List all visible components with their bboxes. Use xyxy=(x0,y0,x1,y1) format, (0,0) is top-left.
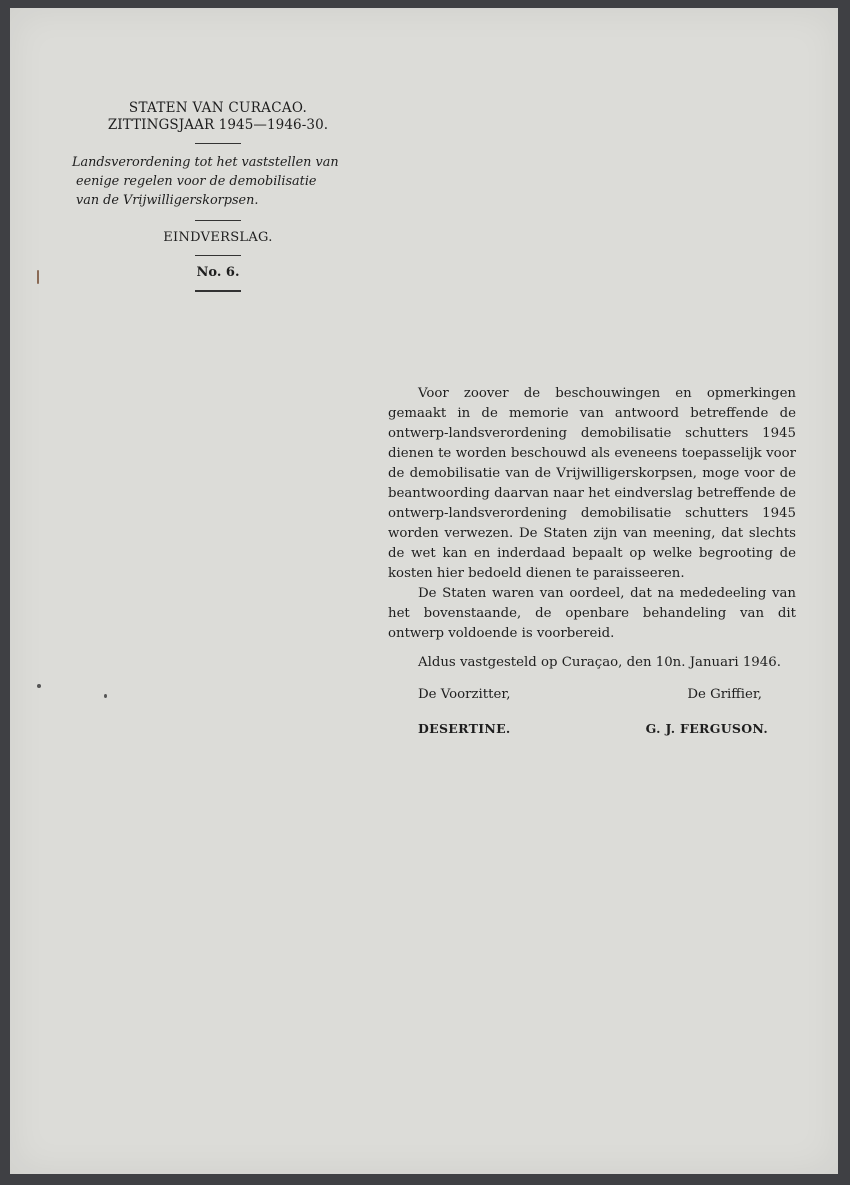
subject-line: van de Vrijwilligerskorpsen. xyxy=(76,193,259,208)
divider xyxy=(195,143,241,144)
clerk-name: G. J. FERGUSON. xyxy=(645,721,768,736)
adoption-statement: Aldus vastgesteld op Curaçao, den 10n. Januari 1946. xyxy=(418,655,781,670)
paper-speck xyxy=(37,684,41,688)
document-subject xyxy=(68,153,368,210)
chairman-title: De Voorzitter, xyxy=(418,687,511,702)
document-header xyxy=(68,100,368,292)
subject-line: eenige regelen voor de demobilisatie xyxy=(76,174,317,189)
session-year: ZITTINGSJAAR 1945—1946-30. xyxy=(107,117,329,133)
chairman-name: DESERTINE. xyxy=(418,721,511,736)
body-paragraph: Voor zoover de beschouwingen en opmerkingen gemaakt in de memorie van antwoord betreffende de ontwerp-landsverordening demobilisatie schutters 1945 dienen te worden beschouwd als eveneens toepasselijk voor de demobilisatie van de Vrijwilligerskorpsen, moge voor de beantwoording daarvan naar het eindverslag betreffende de ontwerp-landsverordening demobilisatie schutters 1945 worden verwezen. De Staten zijn van meening, dat slechts de wet kan en inderdaad bepaalt op welke begrooting de kosten hier bedoeld dienen te paraisseeren. xyxy=(388,386,796,581)
divider xyxy=(195,290,241,292)
organization-title: STATEN VAN CURACAO. xyxy=(128,100,308,116)
paper-speck xyxy=(37,270,39,284)
document-body xyxy=(388,384,796,739)
divider xyxy=(195,220,241,221)
paper-speck xyxy=(104,694,107,698)
document-number: No. 6. xyxy=(196,265,240,280)
signature-titles xyxy=(388,685,796,705)
subject-line: Landsverordening tot het vaststellen van xyxy=(72,155,339,170)
divider xyxy=(195,255,241,256)
clerk-title: De Griffier, xyxy=(687,687,762,702)
report-type: EINDVERSLAG. xyxy=(163,230,273,245)
document-page xyxy=(10,8,838,1174)
signature-names xyxy=(388,719,796,739)
body-paragraph: De Staten waren van oordeel, dat na mededeeling van het bovenstaande, de openbare behandeling van dit ontwerp voldoende is voorbereid. xyxy=(388,586,796,641)
